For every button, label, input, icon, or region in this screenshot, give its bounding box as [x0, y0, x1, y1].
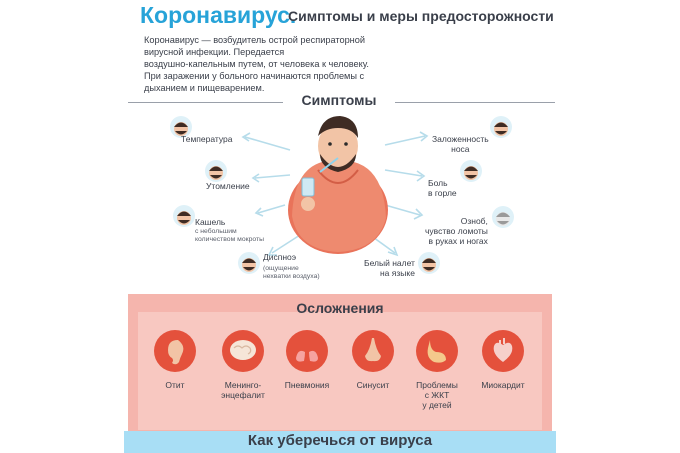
heart-icon — [482, 330, 524, 372]
symptom-cough-label: Кашель — [195, 217, 226, 227]
symptoms-title: Симптомы — [301, 92, 377, 108]
cough-face-icon — [173, 205, 195, 227]
symptom-cough-sub: с небольшим количеством мокроты — [195, 228, 264, 243]
breathless-face-icon — [238, 252, 260, 274]
stuffy-nose-face-icon — [490, 116, 512, 138]
symptom-dyspnea-label: Диспноэ — [263, 252, 297, 262]
sore-throat-face-icon — [460, 160, 482, 182]
symptom-dyspnea-sub: (ощущение нехватки воздуха) — [263, 265, 320, 280]
symptom-tongue-label: Белый налет на языке — [364, 258, 415, 278]
complications-title: Осложнения — [296, 300, 384, 316]
chills-face-icon — [492, 206, 514, 228]
stomach-icon — [416, 330, 458, 372]
tired-face-icon — [205, 160, 227, 182]
ear-icon — [154, 330, 196, 372]
intro-line: вирусной инфекции. Передается — [144, 47, 285, 57]
complication-label: Синусит — [356, 380, 390, 390]
intro-line: Коронавирус — возбудитель острой респираторной — [144, 35, 365, 45]
complication-label: Менинго- энцефалит — [221, 380, 265, 400]
protection-title: Как уберечься от вируса — [247, 432, 433, 449]
complication-label: Проблемы с ЖКТ у детей — [416, 380, 458, 410]
brain-icon — [222, 330, 264, 372]
symptom-fatigue-label: Утомление — [206, 181, 250, 191]
symptom-sore-throat-label: Боль в горле — [428, 178, 457, 198]
lungs-icon — [286, 330, 328, 372]
symptom-stuffy-nose-label: Заложенность носа — [432, 134, 489, 154]
complication-label: Отит — [165, 380, 185, 390]
page-title: Коронавирус. — [140, 2, 297, 28]
intro-line: При заражении у больного начинаются проблемы с — [144, 71, 365, 81]
intro-line: дыханием и пищеварением. — [144, 83, 265, 93]
symptom-chills-label: Озноб, чувство ломоты в руках и ногах — [425, 216, 488, 246]
sick-man-icon — [282, 106, 394, 256]
complication-label: Миокардит — [481, 380, 525, 390]
intro-line: воздушно-капельным путем, от человека к человеку. — [144, 59, 369, 69]
symptom-temperature-label: Температура — [181, 134, 233, 144]
nose-icon — [352, 330, 394, 372]
page-subtitle: Симптомы и меры предосторожности — [288, 8, 554, 24]
complication-label: Пневмония — [284, 380, 330, 390]
tongue-face-icon — [418, 252, 440, 274]
